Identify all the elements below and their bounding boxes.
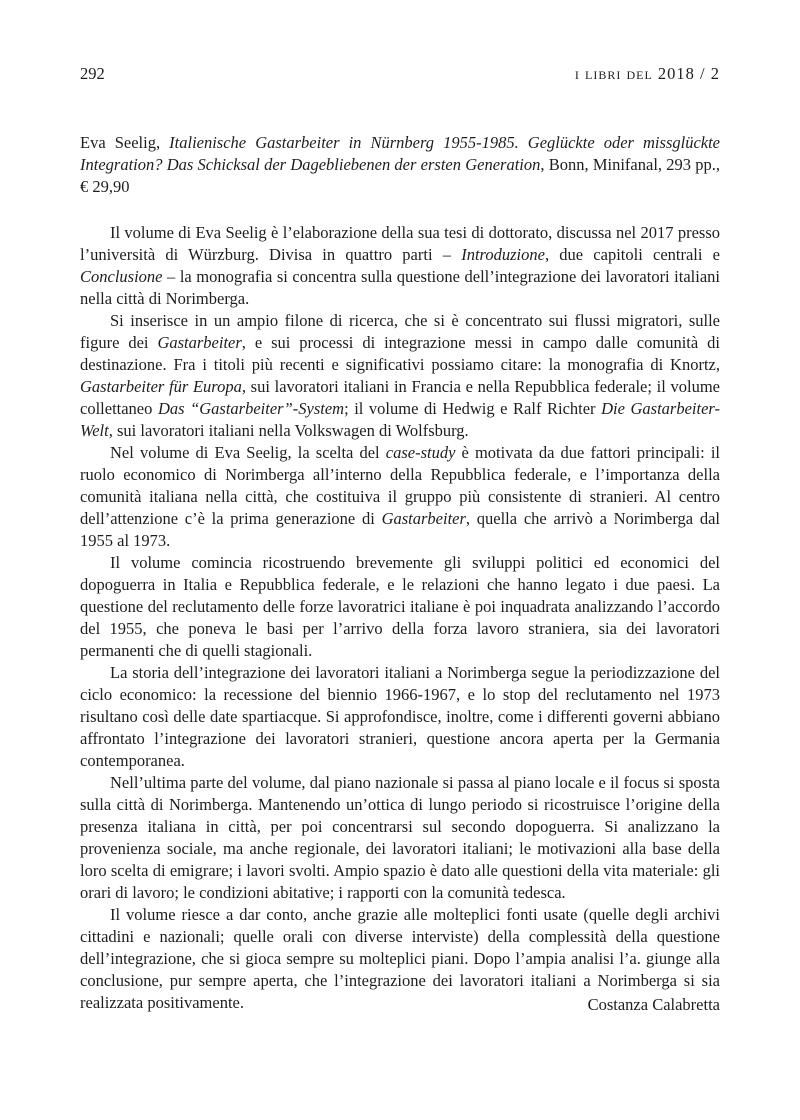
- italic-text: Introduzione: [461, 245, 545, 264]
- review-paragraph: [80, 552, 720, 662]
- book-review-page: [80, 0, 720, 1120]
- text-run: , sui lavoratori italiani in Francia e nella Repubblica federale; il volume collettaneo: [80, 377, 720, 418]
- text-run: ; il volume di Hedwig e Ralf Richter: [344, 399, 602, 418]
- review-paragraph: [80, 662, 720, 772]
- text-run: Si inserisce in un ampio filone di ricerca, che si è concentrato sui flussi migratori, sulle figure dei: [80, 311, 720, 352]
- citation-publication: Bonn, Minifanal, 293 pp., € 29,90: [80, 155, 721, 196]
- italic-text: Gastarbeiter: [157, 333, 242, 352]
- italic-text: Die Gastarbeiter-Welt: [80, 399, 720, 440]
- page-number: 292: [80, 64, 105, 83]
- review-paragraph: [80, 222, 720, 310]
- bibliographic-citation: Eva Seelig, Italienische Gastarbeiter in Nürnberg 1955-1985. Geglückte oder missglückte Integration? Das Schicksal der Dagebliebenen der ersten Generation, Bonn, Minifanal, 293 pp., € 29,90: [80, 133, 721, 196]
- text-run: , sui lavoratori italiani nella Volkswagen di Wolfsburg.: [108, 421, 469, 440]
- italic-text: Gastarbeiter für Europa: [80, 377, 242, 396]
- italic-text: Conclusione: [80, 267, 163, 286]
- italic-text: Gastarbeiter: [381, 509, 466, 528]
- text-run: Il volume di Eva Seelig è l’elaborazione della sua tesi di dottorato, discussa nel 2017 presso l’università di Würzburg. Divisa in quattro parti –: [80, 223, 720, 264]
- review-paragraph: [80, 442, 720, 552]
- reviewer-signature: Costanza Calabretta: [587, 995, 720, 1014]
- text-run: Nel volume di Eva Seelig, la scelta del: [110, 443, 386, 462]
- italic-text: case-study: [385, 443, 456, 462]
- text-run: , due capitoli centrali e: [544, 245, 720, 264]
- review-body: [80, 222, 720, 1014]
- text-run: Il volume comincia ricostruendo brevemente gli sviluppi politici ed economici del dopoguerra in Italia e Repubblica federale, e le relazioni che hanno legato i due paesi. La questione del reclutamento delle forze lavoratrici italiane è poi inquadrata analizzando l’accordo del 1955, che poneva le basi per l’arrivo della forza lavoro straniera, sia dei lavoratori permanenti che di quelli stagionali.: [80, 553, 720, 660]
- citation-title: Italienische Gastarbeiter in Nürnberg 1955-1985. Geglückte oder missglückte Integration? Das Schicksal der Dagebliebenen der ersten Generation: [80, 133, 721, 174]
- italic-text: Das “Gastarbeiter”-System: [157, 399, 345, 418]
- text-run: – la monografia si concentra sulla questione dell’integrazione dei lavoratori italiani nella città di Norimberga.: [80, 267, 720, 308]
- text-run: La storia dell’integrazione dei lavoratori italiani a Norimberga segue la periodizzazione del ciclo economico: la recessione del biennio 1966-1967, e lo stop del reclutamento nel 1973 risultano così delle date spartiacque. Si approfondisce, inoltre, come i differenti governi abbiano affrontato l’integrazione dei lavoratori stranieri, questione ancora aperta per la Germania contemporanea.: [80, 663, 720, 770]
- citation-author: Eva Seelig: [80, 133, 156, 152]
- review-paragraph: [80, 772, 720, 904]
- text-run: Il volume riesce a dar conto, anche grazie alle molteplici fonti usate (quelle degli archivi cittadini e nazionali; quelle orali con diverse interviste) della complessità della questione dell’integrazione, che si gioca sempre su molteplici piani. Dopo l’ampia analisi l’a. giunge alla conclusione, pur sempre aperta, che l’integrazione dei lavoratori italiani a Norimberga si sia realizzata positivamente.: [80, 905, 720, 1012]
- journal-title: i libri del 2018 / 2: [574, 64, 720, 83]
- text-run: , quella che arrivò a Norimberga dal 1955 al 1973.: [80, 509, 720, 550]
- text-run: , e sui processi di integrazione messi in campo dalle comunità di destinazione. Fra i titoli più recenti e significativi possiamo citare: la monografia di Knortz,: [80, 333, 720, 374]
- text-run: è motivata da due fattori principali: il ruolo economico di Norimberga all’interno della Repubblica federale, e l’importanza della comunità italiana nella città, che costituiva il gruppo più consistente di stranieri. Al centro dell’attenzione c’è la prima generazione di: [80, 443, 720, 528]
- review-paragraph: [80, 310, 720, 442]
- text-run: Nell’ultima parte del volume, dal piano nazionale si passa al piano locale e il focus si sposta sulla città di Norimberga. Mantenendo un’ottica di lungo periodo si ricostruisce l’origine della presenza italiana in città, per poi concentrarsi sul secondo dopoguerra. Si analizzano la provenienza sociale, ma anche regionale, dei lavoratori italiani; le motivazioni alla base della loro scelta di emigrare; i lavori svolti. Ampio spazio è dato alle questioni della vita materiale: gli orari di lavoro; le condizioni abitative; i rapporti con la comunità tedesca.: [80, 773, 720, 902]
- running-header: [80, 64, 720, 88]
